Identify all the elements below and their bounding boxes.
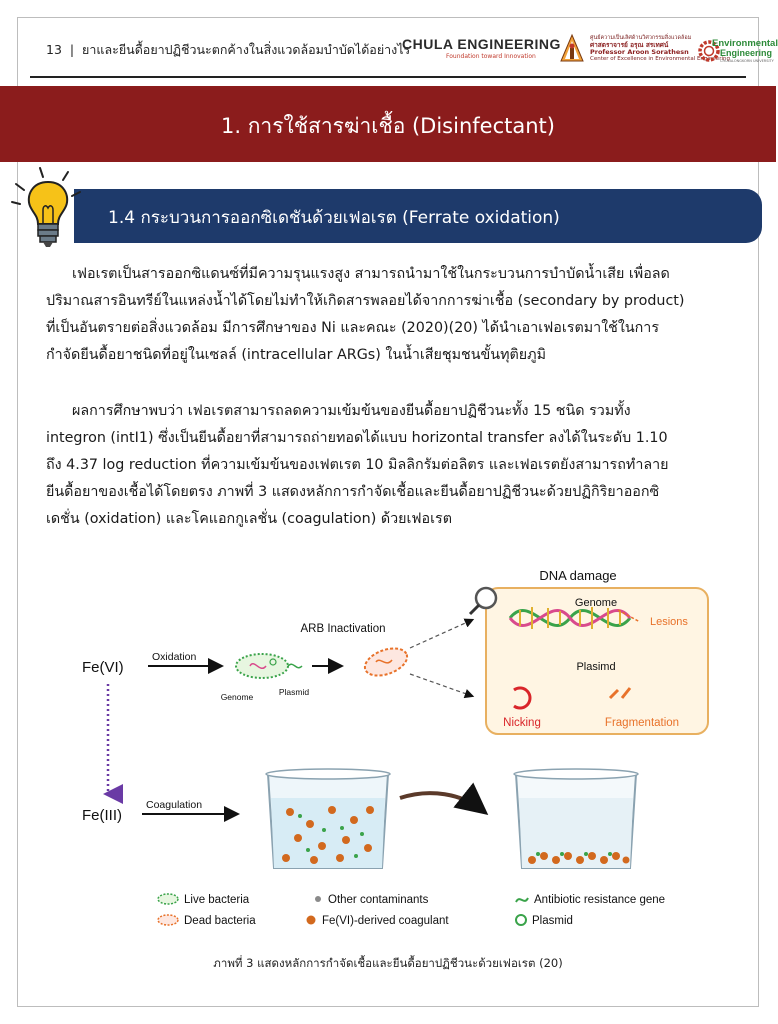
paragraph-2-line: integron (intI1) ซึ่งเป็นยีนดื้อยาที่สามารถถ่ายทอดได้แบบ horizontal transfer ลงได้ในระดับ 1.10: [46, 430, 668, 446]
figure-legend: [158, 894, 665, 927]
paragraph-1-line: ที่เป็นอันตรายต่อสิ่งแวดล้อม มีการศึกษาของ Ni และคณะ (2020)(20) ได้นำเอาเฟอเรตมาใช้ในการ: [46, 320, 659, 336]
dna-damage-label: DNA damage: [539, 568, 617, 583]
legend-arg: [516, 894, 665, 906]
legend-coagulant-label: Fe(VI)-derived coagulant: [322, 915, 449, 927]
plasimd-heading: Plasimd: [576, 661, 616, 673]
page-number: 13: [46, 42, 62, 57]
lesions-label: Lesions: [650, 616, 688, 628]
paragraph-1-line: กำจัดยีนดื้อยาชนิดที่อยู่ในเซลล์ (intracellular ARGs) ในน้ำเสียชุมชนขั้นทุติยภูมิ: [46, 347, 546, 363]
title-band: [0, 86, 776, 162]
university-seal-icon: [560, 34, 584, 64]
beaker-settled-icon: [514, 769, 638, 868]
plasmid-caption: Plasmid: [278, 687, 310, 697]
header-running-text: [46, 40, 410, 60]
env-logo-line-1: Environmental: [712, 38, 778, 49]
center-of-excellence-text: [590, 35, 730, 63]
paragraph-1: [46, 261, 746, 369]
dashed-arrow-plasmid: [410, 674, 472, 696]
center-line-3: Professor Aroon Sorathesn: [590, 48, 689, 56]
legend-arg-label: Antibiotic resistance gene: [534, 894, 666, 906]
legend-live-bacteria: [158, 894, 250, 906]
fe3-label: Fe(III): [82, 807, 122, 824]
legend-live-bacteria-label: Live bacteria: [184, 894, 250, 906]
figure-caption: ภาพที่ 3 แสดงหลักการกำจัดเชื้อและยีนดื้อยาปฏิชีวนะด้วยเฟอเรต (20): [213, 956, 563, 970]
beaker-mixed-icon: [266, 769, 390, 868]
center-line-4: Center of Excellence in Environmental Engineering: [590, 56, 730, 62]
chula-tagline: Foundation toward Innovation: [446, 53, 536, 60]
environmental-engineering-logo: [698, 34, 778, 66]
genome-caption: Genome: [220, 692, 254, 702]
paragraph-2-line: ถึง 4.37 log reduction ที่ความเข้มข้นของเฟตเรต 10 มิลลิกรัมต่อลิตร และเฟอเรตยังสามารถทำลาย: [46, 457, 669, 473]
paragraph-2: [46, 398, 746, 533]
legend-dead-bacteria: [158, 915, 256, 927]
legend-plasmid: [516, 915, 573, 927]
coagulation-label: Coagulation: [146, 799, 203, 811]
legend-other-contaminants: [315, 894, 429, 906]
legend-other-contaminants-label: Other contaminants: [328, 894, 429, 906]
header-rule: [30, 76, 746, 78]
env-logo-line-2: Engineering: [720, 48, 773, 58]
chula-logo-text: CHULA ENGINEERING: [402, 36, 561, 52]
paragraph-2-line: เดชั่น (oxidation) และโคแอกกูเลชั่น (coagulation) ด้วยเฟอเรต: [46, 511, 452, 527]
settling-arrow: [400, 793, 482, 810]
page-header: [30, 26, 778, 72]
center-line-1: ศูนย์ความเป็นเลิศด้านวิศวกรรมสิ่งแวดล้อม: [590, 35, 692, 41]
lightbulb-icon: [10, 166, 84, 252]
paragraph-1-line: เฟอเรตเป็นสารออกซิแดนซ์ที่มีความรุนแรงสูง สามารถนำมาใช้ในกระบวนการบำบัดน้ำเสีย เพื่อลด: [72, 266, 670, 282]
header-divider: |: [65, 42, 79, 57]
section-title: 1.4 กระบวนการออกซิเดชันด้วยเฟอเรต (Ferrate oxidation): [108, 208, 560, 228]
legend-plasmid-label: Plasmid: [532, 915, 573, 927]
arb-inactivation-label: ARB Inactivation: [300, 623, 386, 635]
paragraph-1-line: ปริมาณสารอินทรีย์ในแหล่งน้ำได้โดยไม่ทำให้เกิดสารพลอยได้จากการฆ่าเชื้อ (secondary by product): [46, 293, 685, 309]
section-heading-bar: [74, 189, 762, 243]
dead-bacterium-icon: [361, 643, 411, 681]
paragraph-2-line: ผลการศึกษาพบว่า เฟอเรตสามารถลดความเข้มข้นของยีนดื้อยาปฏิชีวนะทั้ง 15 ชนิด รวมทั้ง: [72, 403, 631, 419]
legend-dead-bacteria-label: Dead bacteria: [184, 915, 256, 927]
genome-heading: Genome: [574, 597, 618, 609]
env-logo-line-3: CHULALONGKORN UNIVERSITY: [720, 59, 774, 63]
live-bacterium-icon: [236, 654, 302, 678]
paragraph-2-line: ยีนดื้อยาของเชื้อได้โดยตรง ภาพที่ 3 แสดงหลักการกำจัดเชื้อและยีนดื้อยาปฏิชีวนะด้วยปฏิกิริยาออกซิ: [46, 484, 660, 500]
dashed-arrow-genome: [410, 620, 472, 648]
oxidation-label: Oxidation: [152, 651, 197, 663]
running-title: ยาและยีนดื้อยาปฏิชีวนะตกค้างในสิ่งแวดล้อมบำบัดได้อย่างไร: [82, 42, 411, 57]
legend-coagulant: [307, 915, 450, 927]
page-title: 1. การใช้สารฆ่าเชื้อ (Disinfectant): [221, 114, 555, 138]
fe6-label: Fe(VI): [82, 659, 124, 676]
fragmentation-label: Fragmentation: [604, 717, 680, 729]
nicking-label: Nicking: [503, 717, 541, 729]
ferrate-mechanism-figure: [70, 562, 720, 936]
center-line-2: ศาสตราจารย์ อรุณ สรเทศน์: [590, 41, 669, 49]
chula-engineering-logo: [402, 36, 561, 66]
